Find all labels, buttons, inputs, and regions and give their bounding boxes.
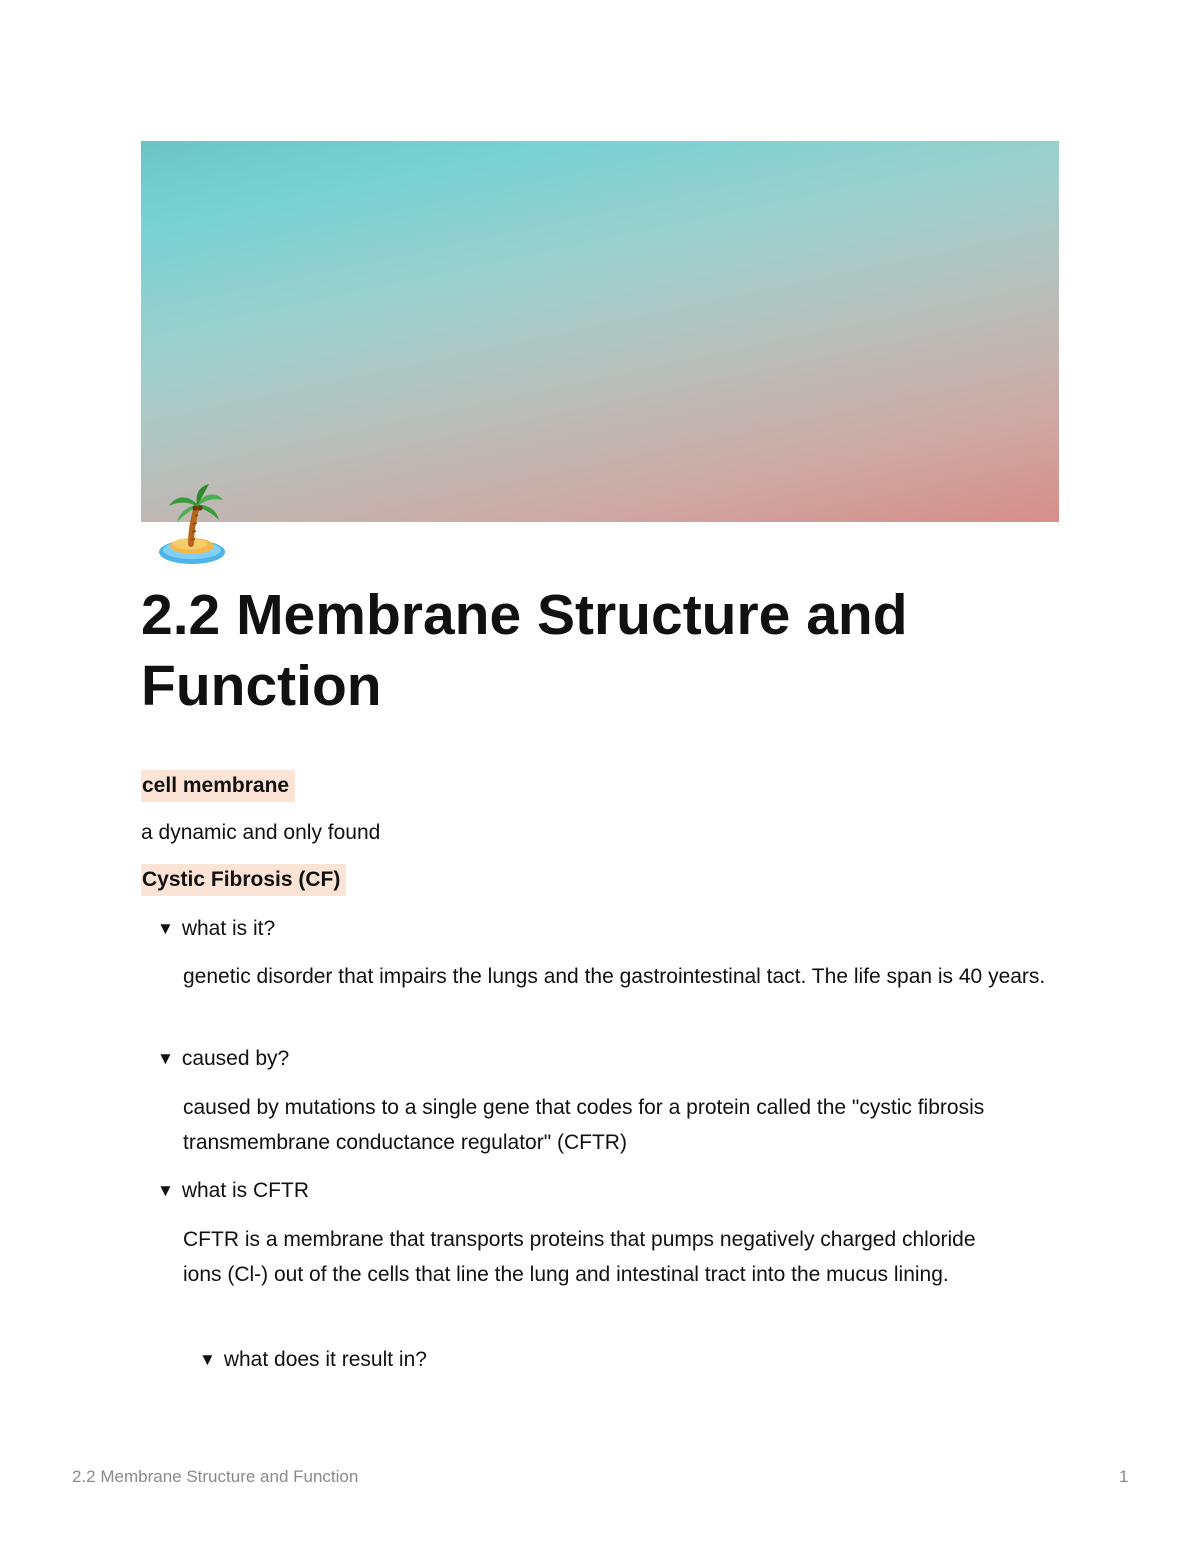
footer-doc-title: 2.2 Membrane Structure and Function <box>72 1467 359 1486</box>
toggle-content: caused by mutations to a single gene that codes for a protein called the "cystic fibrosis transmembrane conductance regulator" (CFTR) <box>183 1096 985 1154</box>
toggle-content: genetic disorder that impairs the lungs and the gastrointestinal tact. The life span is 40 years. <box>183 965 1046 988</box>
toggle-label: caused by? <box>181 1047 290 1070</box>
cover-image <box>141 141 1059 522</box>
toggle-label: what does it result in? <box>223 1348 427 1371</box>
cystic-fibrosis-heading: Cystic Fibrosis (CF) <box>141 864 346 896</box>
toggle-label: what is it? <box>181 917 276 940</box>
toggle-caused-by[interactable] <box>157 1044 289 1074</box>
toggle-what-does-it-result-in[interactable] <box>199 1345 427 1375</box>
cell-membrane-text: a dynamic and only found <box>141 821 381 844</box>
toggle-what-is-cftr[interactable] <box>157 1176 309 1206</box>
toggle-triangle-icon[interactable]: ▼ <box>157 1181 174 1200</box>
cell-membrane-heading: cell membrane <box>141 770 295 802</box>
footer-page-number: 1 <box>1119 1467 1129 1486</box>
toggle-label: what is CFTR <box>181 1179 310 1202</box>
toggle-content: CFTR is a membrane that transports proteins that pumps negatively charged chloride ions (Cl-) out of the cells that line the lung and intestinal tract into the mucus lining. <box>183 1228 976 1286</box>
toggle-triangle-icon[interactable]: ▼ <box>199 1350 216 1369</box>
toggle-triangle-icon[interactable]: ▼ <box>157 1049 174 1068</box>
toggle-what-is-it[interactable] <box>157 914 275 944</box>
page-title: 2.2 Membrane Structure and Function <box>141 583 908 718</box>
toggle-triangle-icon[interactable]: ▼ <box>157 919 174 938</box>
desert-island-icon <box>155 484 229 566</box>
